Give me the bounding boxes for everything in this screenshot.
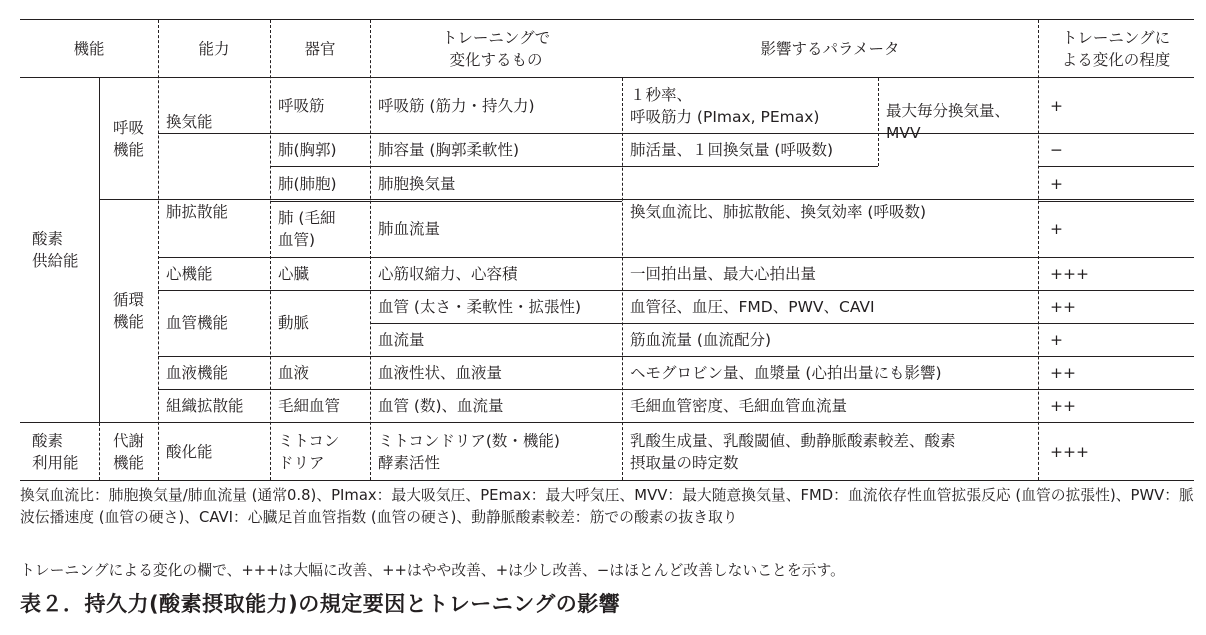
header-changed: トレーニングで 変化するもの xyxy=(441,28,551,69)
organ-heart: 心臓 xyxy=(278,264,310,283)
header-ability: 能力 xyxy=(198,39,230,58)
group-respiratory: 呼吸 機能 xyxy=(112,118,144,159)
change-cell: 血管 (太さ・柔軟性・拡張性) xyxy=(378,297,582,316)
change-cell: 肺容量 (胸郭柔軟性) xyxy=(378,140,520,159)
change-cell: 血液性状、血液量 xyxy=(378,363,503,382)
degree-cell: + xyxy=(1050,174,1063,193)
degree-cell: + xyxy=(1050,220,1063,238)
ability-tissue-diffusion: 組織拡散能 xyxy=(166,396,244,415)
organ-lung-alveoli: 肺(肺胞) xyxy=(278,174,337,193)
group-circulatory: 循環 機能 xyxy=(112,290,144,331)
organ-resp-muscle: 呼吸筋 xyxy=(278,96,325,115)
param-cell: １秒率、 呼吸筋力 (PImax, PEmax) xyxy=(630,85,820,126)
change-cell: 心筋収縮力、心容積 xyxy=(378,264,518,283)
ability-lung-diffusion: 肺拡散能 xyxy=(166,202,229,221)
param-cell: 血管径、血圧、FMD、PWV、CAVI xyxy=(630,297,875,316)
organ-mitochondria: ミトコン ドリア xyxy=(278,431,340,472)
header-function: 機能 xyxy=(73,39,105,58)
param-cell: 一回拍出量、最大心拍出量 xyxy=(630,264,817,283)
param-cell: 毛細血管密度、毛細血管血流量 xyxy=(630,396,848,415)
organ-lung-chest: 肺(胸郭) xyxy=(278,140,337,159)
change-cell: 血流量 xyxy=(378,330,425,349)
param-cell: 換気血流比、肺拡散能、換気効率 (呼吸数) xyxy=(630,202,927,221)
degree-cell: ++ xyxy=(1050,396,1076,415)
degree-cell: +++ xyxy=(1050,442,1089,461)
degree-cell: ++ xyxy=(1050,363,1076,382)
degree-cell: + xyxy=(1050,330,1063,349)
ability-vascular: 血管機能 xyxy=(166,314,229,332)
organ-capillary: 毛細血管 xyxy=(278,396,341,415)
change-cell: 呼吸筋 (筋力・持久力) xyxy=(378,96,535,115)
table-caption: 表２．持久力(酸素摂取能力)の規定要因とトレーニングの影響 xyxy=(20,592,621,616)
header-organ: 器官 xyxy=(304,39,336,58)
param-cell-shared: 最大毎分換気量、 MVV xyxy=(886,102,1011,142)
param-cell: 肺活量、１回換気量 (呼吸数) xyxy=(630,140,834,159)
abbreviation-note: 換気血流比：肺胞換気量/肺血流量 (通常0.8)、PImax：最大吸気圧、PEmax：最大呼気圧、MVV：最大随意換気量、FMD：血流依存性血管拡張反応 (血管の拡張性)、PWV：脈波伝播速度 (血管の硬さ)、CAVI：心臓足首血管指数 (血管の硬さ)、動静脈酸素較差：筋での酸素の抜き取り xyxy=(20,487,1194,526)
ability-oxidative: 酸化能 xyxy=(166,442,213,461)
degree-cell: ++ xyxy=(1050,297,1076,316)
header-params: 影響するパラメータ xyxy=(760,39,900,58)
table-bottom-rule xyxy=(20,480,1194,481)
param-cell: 筋血流量 (血流配分) xyxy=(630,330,772,349)
organ-blood: 血液 xyxy=(278,363,310,382)
ability-ventilation: 換気能 xyxy=(166,113,213,131)
ability-blood: 血液機能 xyxy=(166,363,229,382)
change-cell: 肺胞換気量 xyxy=(378,174,456,193)
legend-note: トレーニングによる変化の欄で、+++は大幅に改善、++はやや改善、+は少し改善、−はほとんど改善しないことを示す。 xyxy=(20,562,845,579)
ability-cardiac: 心機能 xyxy=(166,264,213,283)
header-degree: トレーニングに よる変化の程度 xyxy=(1061,28,1171,69)
param-cell: ヘモグロビン量、血漿量 (心拍出量にも影響) xyxy=(630,363,942,382)
group-o2-use: 酸素 利用能 xyxy=(32,431,79,472)
organ-lung-capillary: 肺 (毛細 血管) xyxy=(278,209,336,249)
group-o2-supply: 酸素 供給能 xyxy=(32,230,79,270)
degree-cell: − xyxy=(1050,140,1063,159)
change-cell: ミトコンドリア(数・機能) 酵素活性 xyxy=(378,431,560,472)
organ-artery: 動脈 xyxy=(278,314,310,332)
degree-cell: +++ xyxy=(1050,264,1089,283)
change-cell: 肺血流量 xyxy=(378,220,441,238)
param-cell: 乳酸生成量、乳酸閾値、動静脈酸素較差、酸素 摂取量の時定数 xyxy=(630,431,956,472)
group-metabolic: 代謝 機能 xyxy=(112,431,144,472)
degree-cell: + xyxy=(1050,96,1063,115)
change-cell: 血管 (数)、血流量 xyxy=(378,396,504,415)
